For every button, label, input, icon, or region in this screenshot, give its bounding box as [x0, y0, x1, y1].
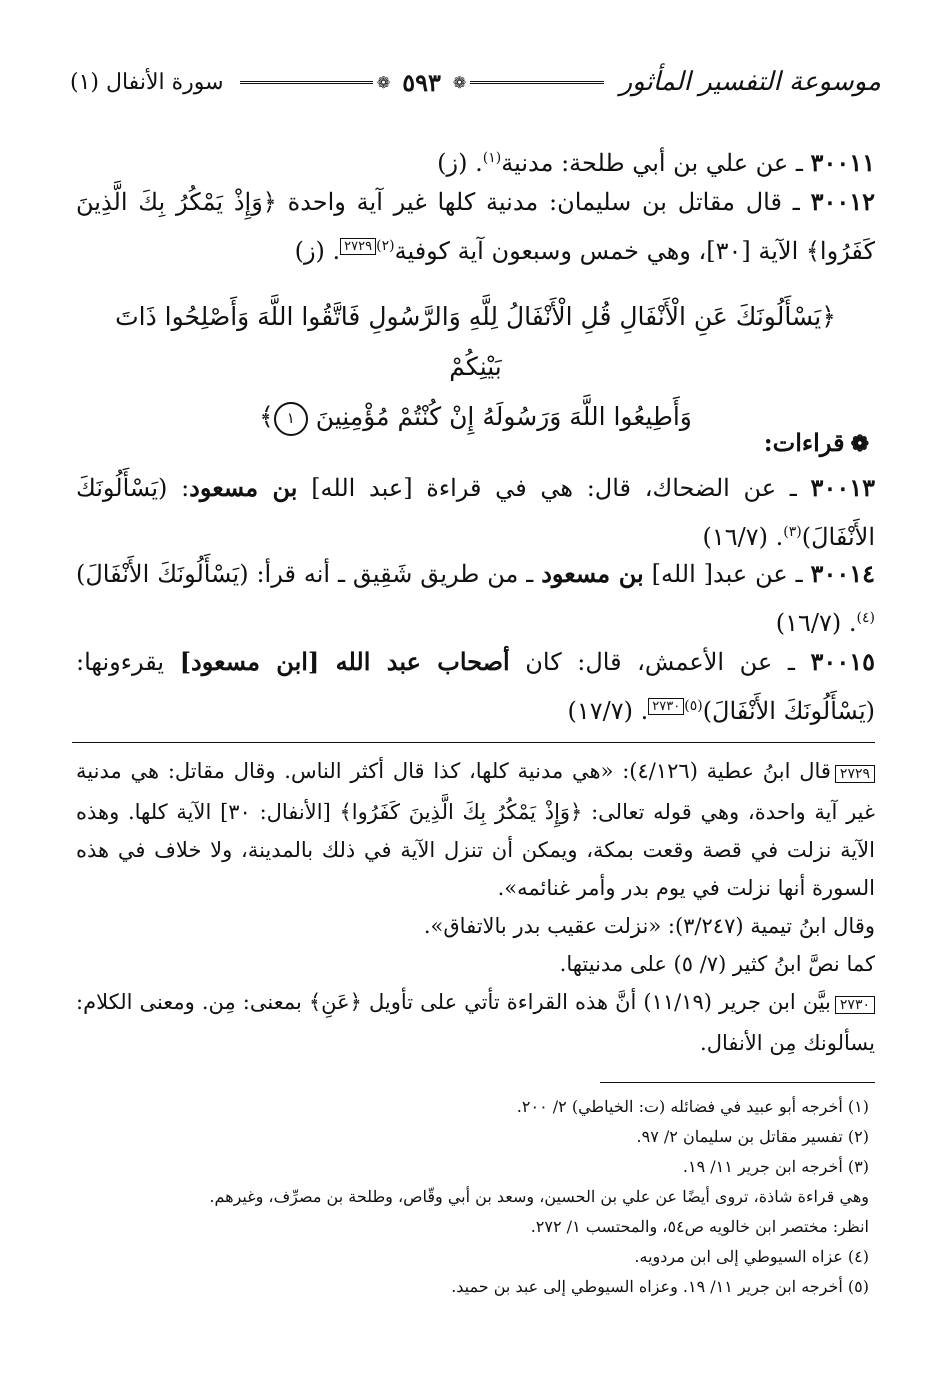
- notes-separator: [72, 742, 875, 743]
- entry-text: ـ عن الضحاك، قال: هي في قراءة [عبد الله]: [311, 474, 797, 502]
- footnote-marker[interactable]: (٣): [783, 524, 802, 540]
- verse-line-2: [110, 392, 841, 442]
- note-ibn-kathir: [76, 945, 875, 983]
- entry-30015: [76, 640, 875, 733]
- verse-line-1: ﴿يَسْأَلُونَكَ عَنِ الْأَنْفَالِ قُلِ الْأَنْفَالُ لِلَّهِ وَالرَّسُولِ فَاتَّقُوا اللَّهَ وَأَصْلِحُوا ذَاتَ بَيْنِكُمْ: [115, 302, 836, 381]
- book-title: موسوعة التفسير المأثور: [619, 67, 881, 97]
- commentary-notes: [76, 752, 875, 1062]
- entry-bold: أصحاب عبد الله [ابن مسعود]: [179, 647, 510, 676]
- volume-reference: . (١٧/٧): [567, 697, 649, 725]
- entry-tail: . (ز): [294, 237, 341, 265]
- note-2730: [76, 983, 875, 1062]
- entry-bold: بن مسعود: [541, 559, 644, 588]
- footnote-3-reference: انظر: مختصر ابن خالويه ص٥٤، والمحتسب ١/ ٢٧٢.: [530, 1217, 869, 1236]
- entry-text: ـ عن علي بن أبي طلحة: مدنية: [501, 149, 803, 177]
- ayah-number-icon: ١: [274, 402, 308, 436]
- header-rule-left: [240, 81, 373, 84]
- entry-text: ـ عن الأعمش، قال: كان: [525, 648, 795, 676]
- note-ibn-taymiyya: [76, 907, 875, 945]
- surah-name: سورة الأنفال (١): [70, 69, 224, 95]
- footnote-5: (٥) أخرجه ابن جرير ١١/ ١٩. وعزاه السيوطي إلى عبد بن حميد.: [451, 1277, 869, 1296]
- ornament-icon: ❁: [452, 72, 467, 92]
- entry-bold: بن مسعود: [189, 473, 298, 502]
- header-rule-right: [470, 81, 603, 84]
- volume-reference: . (١٦/٧): [702, 523, 784, 551]
- note-reference[interactable]: ٢٧٣٠: [648, 698, 684, 715]
- note-text: بيَّن ابن جرير (١١/١٩) أنَّ هذه القراءة تأتي على تأويل ﴿عَنِ﴾ بمعنى: مِن. ومعنى الكلام: يسألونك مِن الأنفال.: [76, 990, 875, 1055]
- verse-text: وَأَطِيعُوا اللَّهَ وَرَسُولَهُ إِنْ كُنْتُمْ مُؤْمِنِينَ: [315, 402, 692, 431]
- entry-tail: . (ز): [437, 149, 483, 177]
- entry-number: ٣٠٠١٢: [810, 187, 876, 216]
- footnote-3: (٣) أخرجه ابن جرير ١١/ ١٩.: [682, 1157, 869, 1176]
- ornament-icon: ❁: [376, 72, 391, 92]
- footnote-1: (١) أخرجه أبو عبيد في فضائله (ت: الخياطي) ٢/ ٢٠٠.: [516, 1097, 869, 1116]
- entry-text: ـ قال مقاتل بن سليمان: مدنية كلها غير آية واحدة ﴿وَإِذْ يَمْكُرُ بِكَ الَّذِينَ كَفَرُوا﴾ الآية [٣٠]، وهي خمس وسبعون آية كوفية: [76, 188, 875, 265]
- footnote-marker[interactable]: (٤): [856, 610, 875, 626]
- footnote-3-continued: وهي قراءة شاذة، تروى أيضًا عن علي بن الحسين، وسعد بن أبي وقّاص، وطلحة بن مصرِّف، وغيرهم.: [209, 1187, 869, 1206]
- entry-30014: [76, 552, 875, 645]
- footnotes-separator: [600, 1082, 875, 1083]
- footnote-marker[interactable]: (٥): [684, 698, 703, 714]
- footnote-2: (٢) تفسير مقاتل بن سليمان ٢/ ٩٧.: [636, 1127, 869, 1146]
- footnote-marker[interactable]: (١): [482, 150, 502, 166]
- entry-number: ٣٠٠١٥: [810, 647, 875, 676]
- entry-30013: [76, 466, 875, 559]
- footnote-marker[interactable]: (٢): [376, 238, 395, 254]
- note-text: وقال ابنُ تيمية (٣/٢٤٧): «نزلت عقيب بدر بالاتفاق».: [423, 914, 875, 938]
- entry-text: : (يَسْأَلُونَكَ الأَنْفَالَ): [76, 474, 875, 551]
- verse-close-bracket: ﴾: [259, 402, 274, 431]
- note-text: قال ابنُ عطية (٤/١٢٦): «هي مدنية كلها، كذا قال أكثر الناس. وقال مقاتل: هي مدنية غير آية واحدة، وهي قوله تعالى: ﴿وَإِذْ يَمْكُرُ بِكَ الَّذِينَ كَفَرُوا﴾ [الأنفال: ٣٠] الآية كلها. وهذه الآية نزلت في قصة وقعت بمكة، ويمكن أن تنزل الآية في ذلك بالمدينة، ولا خلاف في هذه السورة أنها نزلت في يوم بدر وأمر غنائمه».: [76, 759, 875, 900]
- page-number-bar: [240, 68, 604, 97]
- entry-text: ـ عن عبد[ الله]: [651, 560, 803, 588]
- page-number: ٥٩٣: [402, 67, 441, 97]
- note-reference[interactable]: ٢٧٢٩: [340, 238, 376, 255]
- section-title: [764, 428, 869, 457]
- page-header: [70, 58, 881, 106]
- volume-reference: . (١٦/٧): [775, 609, 857, 637]
- flower-icon: ❁: [850, 431, 869, 457]
- entry-number: ٣٠٠١٣: [810, 473, 875, 502]
- footnotes: [76, 1092, 869, 1302]
- footnote-4: (٤) عزاه السيوطي إلى ابن مردويه.: [634, 1247, 869, 1266]
- quran-verse: [110, 292, 841, 442]
- entry-30011: [76, 136, 875, 185]
- entry-text: يقرءونها: (يَسْأَلُونَكَ الأَنْفَالَ): [76, 648, 875, 725]
- note-number: ٢٧٣٠: [835, 996, 875, 1014]
- entry-text: ـ من طريق شَقِيق ـ أنه قرأ: (يَسْأَلُونَكَ الأَنْفَالَ): [76, 560, 534, 588]
- entry-number: ٣٠٠١٤: [810, 559, 875, 588]
- note-text: كما نصَّ ابنُ كثير (٧/ ٥) على مدنيتها.: [559, 952, 875, 976]
- note-2729: [76, 752, 875, 907]
- entry-30012: [76, 180, 875, 273]
- entry-number: ٣٠٠١١: [810, 148, 875, 177]
- section-title-text: قراءات:: [763, 428, 845, 457]
- note-number: ٢٧٢٩: [835, 765, 875, 783]
